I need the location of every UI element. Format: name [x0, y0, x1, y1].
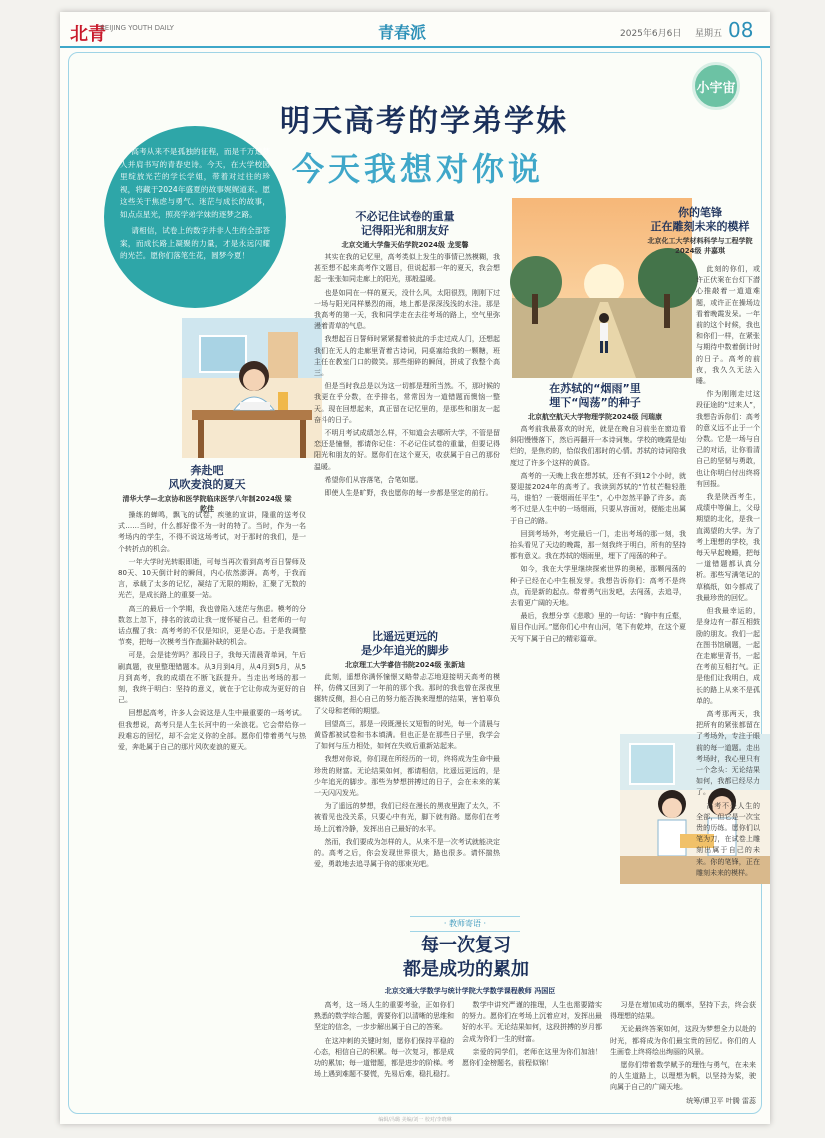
article-3-body: [314, 672, 500, 916]
article-paragraph: 最后，我想分享《悲歌》里的一句话：“胸中有丘壑，眉目作山河。”愿你们心中有山河，笔下有乾坤，在这个夏天写下属于自己的精彩篇章。: [510, 612, 686, 643]
article-author: 北京化工大学材料科学与工程学院2024级 井嘉琪: [647, 237, 753, 255]
article-paragraph: 操练的蝉鸣，飘飞的试卷，疾驰的宣讲，隆重的送考仪式……当时，什么都好像不为一时的特了。当时，作为一名考场内的学生，不得不说这场考试，对于那时的我们，是一个转折点的机会。: [118, 511, 306, 553]
article-paragraph: 其实在我的记忆里，高考类似上发生的事情已然模糊，我甚至想不起来高考作文题目，但说起那一年的夏天，我会想起一张张如同走廊上的阳光，那般温暖。: [314, 253, 500, 284]
article-paragraph: 愿你们带着数学赋予的理性与勇气，在未来的人生道路上，以理想为帆，以坚持为桨，驶向属于自己的广阔天地。: [610, 1061, 756, 1092]
article-title: 在苏轼的“烟雨”里: [549, 382, 641, 395]
article-paragraph: 作为刚刚走过这段征途的“过来人”，我想告诉你们：高考的意义远不止于一个分数。它是一场与自己的对话，让你看清自己的坚韧与勇敢，也让你明白付出终将有回报。: [696, 390, 760, 488]
article-title: 你的笔锋: [678, 206, 722, 219]
article-2-heading: [312, 210, 498, 250]
teacher-message-author: 北京交通大学数学与统计学院大学数学课程教师 冯国臣: [384, 987, 556, 995]
article-paragraph: 然而，我们要成为怎样的人，从来不是一次考试就能决定的。高考之后，你会发现世界很大，路也很多。请怀揣热爱，勇敢地去追寻属于你的那束光吧。: [314, 837, 500, 869]
headline-line-2: 今天我想对你说: [292, 150, 545, 188]
article-paragraph: 在这冲刺的关键时刻，愿你们保持平稳的心态，相信自己的积累。每一次复习，都是成功的累加；每一道错题，都是进步的阶梯。考场上遇到难题不要慌，先易后难，稳扎稳打。: [314, 1036, 454, 1079]
article-paragraph: 数学中讲究严谨的推理，人生也需要踏实的努力。愿你们在考场上沉着应对，发挥出最好的水平。无论结果如何，这段拼搏的岁月都会成为你们一生的财富。: [462, 1001, 602, 1043]
article-1-body: [118, 510, 306, 1100]
article-paragraph: 一年大学时光转眼即逝，可每当再次看到高考百日誓师及80天、10天倒计时的瞬间，内心依然澎湃。高考，于我而言，承载了太多的记忆，凝结了无限的期盼，汇聚了无数的光芒，是成长路上的重要一站。: [118, 557, 306, 600]
intro-paragraph: 高考从来不是孤独的征程，而是千万追梦人并肩书写的青春史诗。今天，在大学校园里绽放光芒的学长学姐，带着对过往的珍视，将藏于2024年盛夏的故事娓娓道来。愿这些关于焦虑与勇气、迷茫与成长的故事，如点点星光，照亮学弟学妹的逐梦之路。: [120, 147, 270, 219]
article-paragraph: 我想对你说，你们现在所经历的一切，终将成为生命中最珍贵的财富。无论结果如何，都请相信，比遥远更远的，是少年追光的脚步。那些为梦想拼搏过的日子，会在未来的某一天闪闪发光。: [314, 755, 500, 798]
page-number: 08: [728, 18, 754, 42]
article-paragraph: 亲爱的同学们，老师在这里为你们加油！愿你们金榜题名，前程似锦！: [462, 1047, 602, 1068]
article-title: 正在雕刻未来的模样: [650, 220, 750, 233]
article-5-body: [696, 264, 760, 877]
teacher-message-title: [366, 934, 566, 982]
article-paragraph: 如今，我在大学里继续探索世界的奥秘，那颗闯荡的种子已经在心中生根发芽。我想告诉你们：高考不是终点，而是新的起点。带着勇气出发吧，去闯荡，去追寻，去看更广阔的天地。: [510, 565, 686, 608]
issue-date: 2025年6月6日: [620, 29, 682, 39]
article-paragraph: 回望高三，那是一段既漫长又短暂的时光，每一个清晨与黄昏都被试卷和书本填满。但也正是在那些日子里，我学会了如何与压力相处，如何在失败后重新站起来。: [314, 719, 500, 751]
illustration-desk-girl: [182, 318, 322, 458]
page-footer: 编辑/冯璐 美编/刘一 校对/李晓琳: [378, 1117, 452, 1123]
article-paragraph: 可是，会是徒劳吗？那段日子，我每天清晨背单词，午后刷真题，夜里整理错题本。从3月到4月，从4月到5月，从5月到高考，我的成绩在不断飞跃提升。当走出考场的那一刻，我终于明白：坚持的意义，就在于它让你成为更好的自己。: [118, 651, 306, 705]
article-paragraph: 此刻的你们，或许正伏案在台灯下潜心推敲着一道道难题，或许正在操场边看着晚霞发呆。一年前的这个时候，我也和你们一样，在紧张与期待中数着倒计时的日子。高考的前夜，我久久无法入睡。: [696, 265, 760, 386]
article-paragraph: 但我最幸运的，是身边有一群互相鼓励的朋友。我们一起在图书馆刷题，一起在走廊里背书，一起在考前互相打气。正是他们让我明白，成长的路上从来不是孤单的。: [696, 607, 760, 705]
article-paragraph: 不明月考试成绩怎么样，不知道会去哪所大学，不管是留恋还是憧憬，都请你记住：不必记住试卷的重量，但要记得阳光和朋友的好。愿你们在这个夏天，收获属于自己的那份温暖。: [314, 429, 500, 471]
article-paragraph: 回想起高考，许多人会说这是人生中最重要的一场考试。但我想说，高考只是人生长河中的一朵浪花。它会带给你一段难忘的回忆，却不会定义你的全部。愿你们带着勇气与热爱，奔赴属于自己的那片风吹麦浪的夏天。: [118, 709, 306, 752]
teacher-title-line: 都是成功的累加: [403, 959, 529, 980]
article-paragraph: 高考的一天晚上我在想苏轼，还有不到12个小时，就要迎接2024年的高考了。我读到苏轼的“竹杖芒鞋轻胜马，谁怕？一蓑烟雨任平生”，心中忽然平静了许多。高考不过是人生中的一场烟雨，只要从容面对，便能走出属于自己的路。: [510, 471, 686, 525]
teacher-message-column-1: [314, 1000, 454, 1106]
teacher-message-column-3: [610, 1000, 756, 1106]
article-title: 奔赴吧: [190, 464, 224, 477]
article-title: 埋下“闯荡”的种子: [549, 396, 641, 409]
article-paragraph: 高考那两天，我把所有的紧张都留在了考场外，专注于眼前的每一道题。走出考场时，我心里只有一个念头：无论结果如何，我都已经尽力了。: [696, 709, 760, 797]
intro-paragraph: 请相信，试卷上的数字并非人生的全部答案，而成长路上凝聚的力量，才是永远闪耀的光芒。愿你们落笔生花，圆梦今夏！: [120, 226, 270, 260]
article-paragraph: 回到考场外，考完最后一门，走出考场的那一刻，我抬头看见了天边的晚霞，那一刻我终于明白，所有的坚持都有意义。我在苏轼的烟雨里，埋下了闯荡的种子。: [510, 529, 686, 561]
article-title: 风吹麦浪的夏天: [168, 478, 246, 491]
article-author: 北京理工大学睿信书院2024级 张新迪: [345, 661, 465, 669]
article-paragraph: 我是陕西考生，成绩中等偏上，父母期望的北化，是我一直渴望的大学。为了考上理想的学校，我每天早起晚睡，把每一道错题都认真分析。那些写满笔记的草稿纸，如今都成了我最珍贵的回忆。: [696, 493, 760, 602]
article-title: 不必记住试卷的重量: [355, 210, 455, 223]
article-paragraph: 无论最终答案如何，这段为梦想全力以赴的时光，都将成为你们最宝贵的回忆。你们的人生画卷上终将绘出绚丽的风景。: [610, 1025, 756, 1056]
newspaper-logo: 北青: [70, 24, 106, 45]
article-title: 比遥远更远的: [372, 630, 438, 643]
issue-weekday: 星期五: [695, 29, 723, 39]
article-paragraph: 习是在增加成功的概率，坚持下去，终会获得理想的结果。: [610, 1001, 756, 1021]
teacher-title-line: 每一次复习: [421, 935, 511, 956]
article-paragraph: 我想起百日誓师时紧紧握着彼此的手走过成人门，还想起我们在无人的走廊里背着古诗词，同桌塞给我的一颗糖，班主任在教室门口的微笑。那些细碎的瞬间，拼成了我整个高三。: [314, 335, 500, 378]
teacher-message-tag: · 教师寄语 ·: [410, 916, 520, 932]
article-title: 记得阳光和朋友好: [361, 224, 449, 237]
article-1-heading: [122, 464, 292, 514]
article-2-body: [314, 252, 500, 622]
section-name: 青春派: [378, 23, 427, 42]
column-badge: 小宇宙: [692, 62, 740, 110]
page-header: [60, 12, 770, 48]
newspaper-page: [60, 12, 770, 1124]
article-paragraph: 但是当时我总是以为这一切都是理所当然。不，那时候的我更在乎分数，在乎排名，常常因为一道错题而懊恼一整天。现在回想起来，真正留在记忆里的，是那些和朋友一起奋斗的日子。: [314, 382, 500, 424]
teacher-message-column-2: [462, 1000, 602, 1106]
article-paragraph: 希望你们从容落笔，合笔如愿。: [324, 475, 423, 484]
editor-signoff: 统筹/谭卫平 叶腾 雷蕊: [686, 1096, 756, 1105]
article-paragraph: 此刻，遥想你满怀憧憬又略带忐忑地迎接明天高考的模样，仿佛又回到了一年前的那个我。那时的我也曾在深夜里辗转反侧，担心自己的努力能否换来理想的结果，害怕辜负了父母和老师的期望。: [314, 673, 500, 715]
article-5-heading: [638, 206, 762, 256]
intro-circle: [104, 126, 286, 308]
article-author: 北京交通大学詹天佑学院2024级 龙雯馨: [341, 241, 469, 249]
article-paragraph: 高考前我最喜欢的时光，就是在晚自习前坐在窗边看斜阳慢慢落下，然后再翻开一本诗词集。学校的晚霞是灿烂的，是焦灼的，恰似我们那时的心情。苏轼的诗词陪我度过了许多个这样的黄昏。: [510, 425, 686, 467]
article-title: 是少年追光的脚步: [361, 644, 449, 657]
article-paragraph: 高三的最后一个学期，我也曾陷入迷茫与焦虑。模考的分数忽上忽下，排名的波动让我一度怀疑自己。但老师的一句话点醒了我：高考考的不仅是知识，更是心态。于是我调整节奏，把每一次模考当作查漏补缺的机会。: [118, 604, 306, 647]
article-paragraph: 即使人生是旷野，我也愿你的每一步都是坚定的前行。: [324, 489, 493, 498]
headline-line-1: 明天高考的学弟学妹: [280, 104, 568, 139]
newspaper-logo-subtitle: BEIJING YOUTH DAILY: [100, 24, 174, 32]
article-paragraph: 为了遥远的梦想，我们已经在漫长的黑夜里跑了太久，不被看见也没关系，只要心中有光，脚下就有路。愿你们在考场上沉着冷静，发挥出自己最好的水平。: [314, 802, 500, 833]
article-3-heading: [312, 630, 498, 670]
article-author: 清华大学—北京协和医学院临床医学八年制2024级 梁乾佳: [122, 495, 292, 513]
article-paragraph: 高考不是人生的全部，但它是一次宝贵的历练。愿你们以笔为刀，在试卷上雕刻出属于自己的未来。你的笔锋，正在雕刻未来的模样。: [696, 801, 760, 877]
article-paragraph: 高考，这一场人生的重要考验，正如你们熟悉的数学综合题，需要你们以清晰的思维和坚定的信念，一步步解出属于自己的答案。: [314, 1001, 454, 1032]
article-4-body: [510, 424, 686, 904]
article-author: 北京航空航天大学物理学院2024级 闫瑞康: [528, 413, 662, 421]
article-paragraph: 也是如同在一样的夏天，没什么风，太阳很烈，刚刚下过一场与阳光同样暴烈的雨，地上都是深深浅浅的水洼。那是我高考的第一天，我和同学走在去往考场的路上，空气里弥漫着青草的气息。: [314, 288, 500, 331]
article-4-heading: [510, 382, 680, 422]
